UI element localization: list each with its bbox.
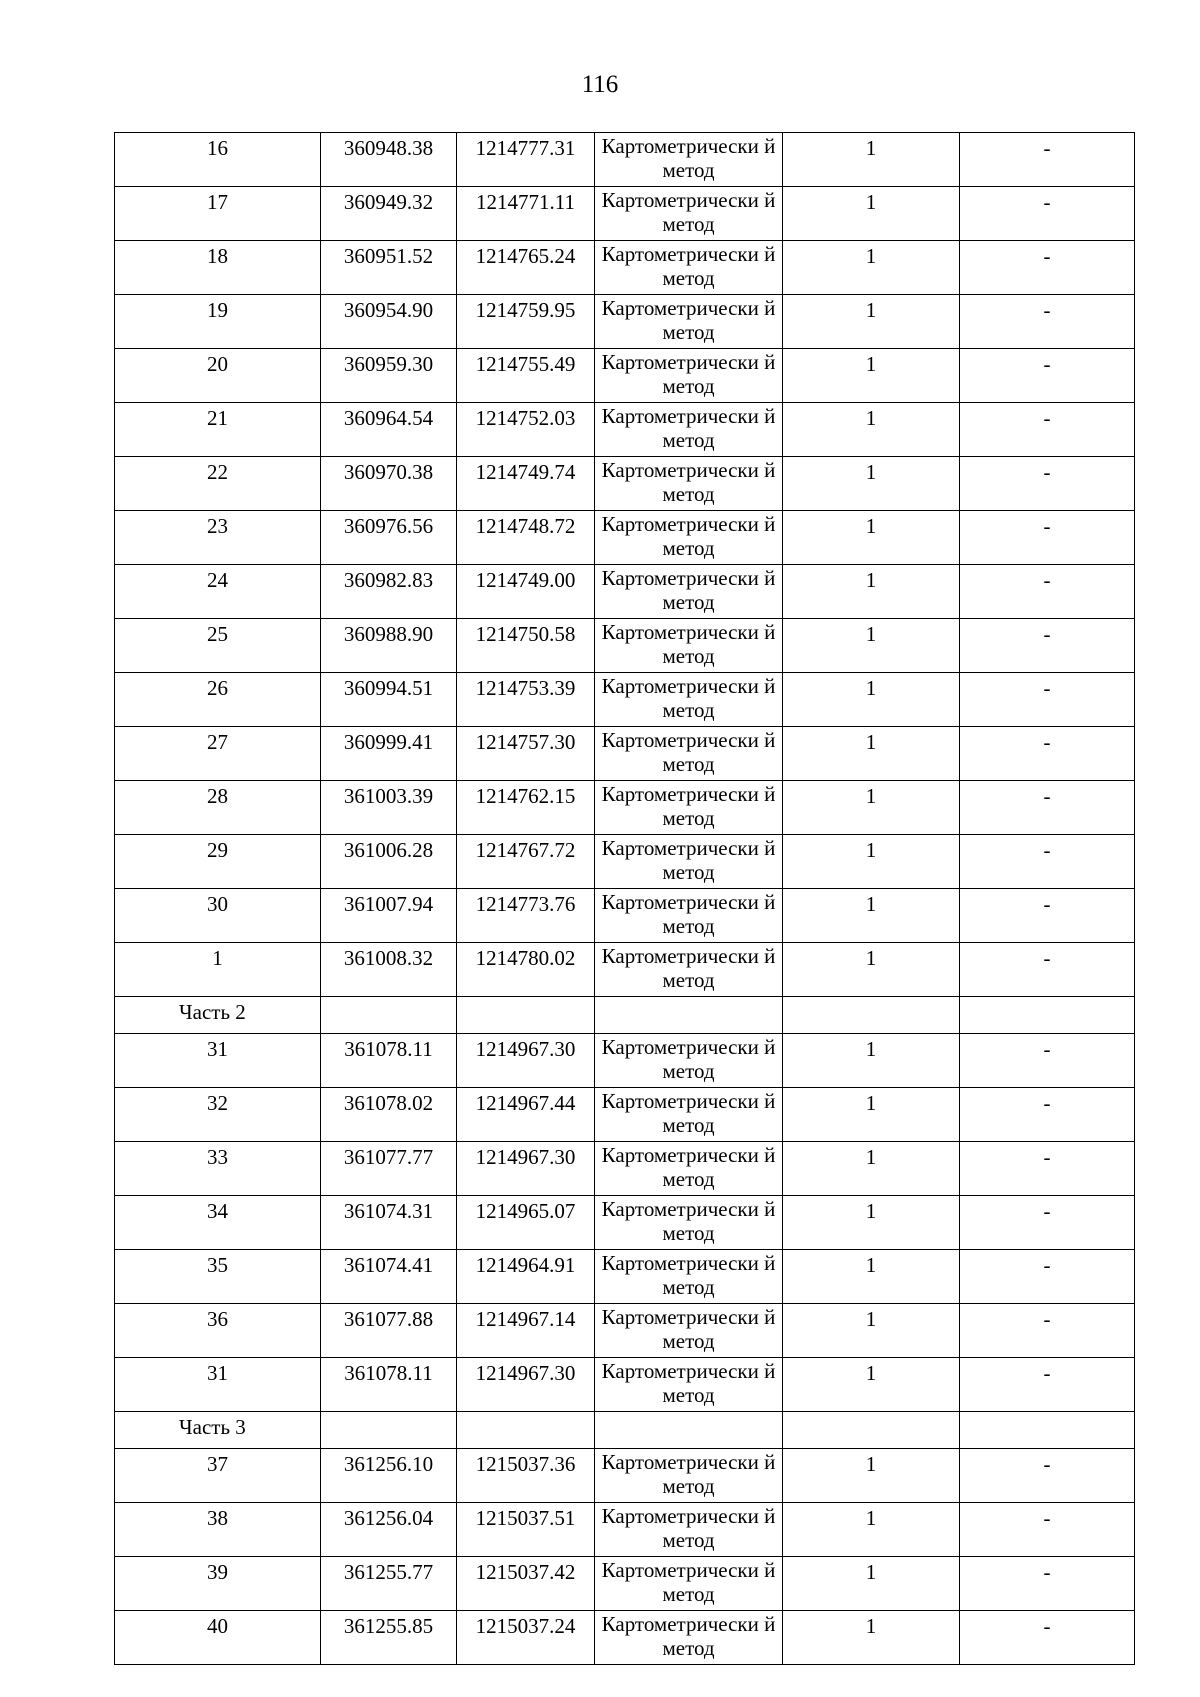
accuracy-cell: 1 xyxy=(783,457,960,511)
y-coordinate-cell: 1214967.14 xyxy=(457,1304,595,1358)
table-row xyxy=(115,835,1135,889)
method-cell: Картометрически й метод xyxy=(595,943,783,997)
point-number-cell: 18 xyxy=(115,241,321,295)
table-row xyxy=(115,187,1135,241)
accuracy-cell: 1 xyxy=(783,1142,960,1196)
empty-cell xyxy=(321,1412,457,1449)
note-cell: - xyxy=(960,1250,1135,1304)
table-row xyxy=(115,943,1135,997)
x-coordinate-cell: 360994.51 xyxy=(321,673,457,727)
point-number-cell: 20 xyxy=(115,349,321,403)
note-cell: - xyxy=(960,835,1135,889)
accuracy-cell: 1 xyxy=(783,727,960,781)
accuracy-cell: 1 xyxy=(783,1557,960,1611)
note-cell: - xyxy=(960,565,1135,619)
accuracy-cell: 1 xyxy=(783,1611,960,1665)
point-number-cell: 34 xyxy=(115,1196,321,1250)
part-label: Часть 2 xyxy=(115,997,321,1034)
x-coordinate-cell: 361256.04 xyxy=(321,1503,457,1557)
x-coordinate-cell: 361074.31 xyxy=(321,1196,457,1250)
point-number-cell: 26 xyxy=(115,673,321,727)
y-coordinate-cell: 1215037.42 xyxy=(457,1557,595,1611)
note-cell: - xyxy=(960,943,1135,997)
method-cell: Картометрически й метод xyxy=(595,1449,783,1503)
note-cell: - xyxy=(960,187,1135,241)
method-cell: Картометрически й метод xyxy=(595,727,783,781)
empty-cell xyxy=(595,1412,783,1449)
point-number-cell: 31 xyxy=(115,1034,321,1088)
accuracy-cell: 1 xyxy=(783,1358,960,1412)
point-number-cell: 39 xyxy=(115,1557,321,1611)
note-cell: - xyxy=(960,889,1135,943)
empty-cell xyxy=(783,997,960,1034)
point-number-cell: 35 xyxy=(115,1250,321,1304)
y-coordinate-cell: 1215037.36 xyxy=(457,1449,595,1503)
accuracy-cell: 1 xyxy=(783,133,960,187)
method-cell: Картометрически й метод xyxy=(595,1304,783,1358)
note-cell: - xyxy=(960,1503,1135,1557)
x-coordinate-cell: 361003.39 xyxy=(321,781,457,835)
point-number-cell: 28 xyxy=(115,781,321,835)
x-coordinate-cell: 361078.11 xyxy=(321,1358,457,1412)
table-row xyxy=(115,511,1135,565)
table-row xyxy=(115,1142,1135,1196)
y-coordinate-cell: 1214752.03 xyxy=(457,403,595,457)
point-number-cell: 37 xyxy=(115,1449,321,1503)
accuracy-cell: 1 xyxy=(783,1088,960,1142)
x-coordinate-cell: 361078.02 xyxy=(321,1088,457,1142)
table-row xyxy=(115,1358,1135,1412)
table-row xyxy=(115,727,1135,781)
note-cell: - xyxy=(960,457,1135,511)
y-coordinate-cell: 1214967.30 xyxy=(457,1034,595,1088)
method-cell: Картометрически й метод xyxy=(595,133,783,187)
method-cell: Картометрически й метод xyxy=(595,349,783,403)
accuracy-cell: 1 xyxy=(783,943,960,997)
x-coordinate-cell: 360982.83 xyxy=(321,565,457,619)
method-cell: Картометрически й метод xyxy=(595,1358,783,1412)
method-cell: Картометрически й метод xyxy=(595,835,783,889)
method-cell: Картометрически й метод xyxy=(595,673,783,727)
table-row xyxy=(115,1449,1135,1503)
method-cell: Картометрически й метод xyxy=(595,1557,783,1611)
method-cell: Картометрически й метод xyxy=(595,511,783,565)
point-number-cell: 38 xyxy=(115,1503,321,1557)
note-cell: - xyxy=(960,511,1135,565)
point-number-cell: 22 xyxy=(115,457,321,511)
table-row xyxy=(115,1250,1135,1304)
point-number-cell: 25 xyxy=(115,619,321,673)
method-cell: Картометрически й метод xyxy=(595,1503,783,1557)
accuracy-cell: 1 xyxy=(783,619,960,673)
y-coordinate-cell: 1214967.30 xyxy=(457,1358,595,1412)
accuracy-cell: 1 xyxy=(783,673,960,727)
table-row xyxy=(115,889,1135,943)
y-coordinate-cell: 1214777.31 xyxy=(457,133,595,187)
y-coordinate-cell: 1214967.44 xyxy=(457,1088,595,1142)
table-row xyxy=(115,241,1135,295)
method-cell: Картометрически й метод xyxy=(595,889,783,943)
accuracy-cell: 1 xyxy=(783,835,960,889)
y-coordinate-cell: 1215037.24 xyxy=(457,1611,595,1665)
accuracy-cell: 1 xyxy=(783,1449,960,1503)
table-row xyxy=(115,457,1135,511)
y-coordinate-cell: 1214765.24 xyxy=(457,241,595,295)
x-coordinate-cell: 361007.94 xyxy=(321,889,457,943)
method-cell: Картометрически й метод xyxy=(595,187,783,241)
method-cell: Картометрически й метод xyxy=(595,781,783,835)
y-coordinate-cell: 1214757.30 xyxy=(457,727,595,781)
accuracy-cell: 1 xyxy=(783,1196,960,1250)
point-number-cell: 36 xyxy=(115,1304,321,1358)
point-number-cell: 33 xyxy=(115,1142,321,1196)
note-cell: - xyxy=(960,133,1135,187)
method-cell: Картометрически й метод xyxy=(595,565,783,619)
method-cell: Картометрически й метод xyxy=(595,1034,783,1088)
note-cell: - xyxy=(960,349,1135,403)
note-cell: - xyxy=(960,1557,1135,1611)
x-coordinate-cell: 360959.30 xyxy=(321,349,457,403)
x-coordinate-cell: 361008.32 xyxy=(321,943,457,997)
empty-cell xyxy=(457,1412,595,1449)
note-cell: - xyxy=(960,1142,1135,1196)
empty-cell xyxy=(321,997,457,1034)
table-row xyxy=(115,1034,1135,1088)
y-coordinate-cell: 1214749.00 xyxy=(457,565,595,619)
x-coordinate-cell: 360951.52 xyxy=(321,241,457,295)
table-row xyxy=(115,1196,1135,1250)
coordinates-table xyxy=(114,132,1135,1665)
accuracy-cell: 1 xyxy=(783,295,960,349)
x-coordinate-cell: 361256.10 xyxy=(321,1449,457,1503)
y-coordinate-cell: 1214750.58 xyxy=(457,619,595,673)
x-coordinate-cell: 360949.32 xyxy=(321,187,457,241)
table-row xyxy=(115,565,1135,619)
note-cell: - xyxy=(960,619,1135,673)
point-number-cell: 31 xyxy=(115,1358,321,1412)
table-row xyxy=(115,295,1135,349)
method-cell: Картометрически й метод xyxy=(595,1196,783,1250)
y-coordinate-cell: 1214753.39 xyxy=(457,673,595,727)
note-cell: - xyxy=(960,1088,1135,1142)
y-coordinate-cell: 1214964.91 xyxy=(457,1250,595,1304)
x-coordinate-cell: 361077.77 xyxy=(321,1142,457,1196)
y-coordinate-cell: 1214749.74 xyxy=(457,457,595,511)
table-row xyxy=(115,1088,1135,1142)
point-number-cell: 16 xyxy=(115,133,321,187)
y-coordinate-cell: 1214780.02 xyxy=(457,943,595,997)
empty-cell xyxy=(783,1412,960,1449)
accuracy-cell: 1 xyxy=(783,1503,960,1557)
table-row xyxy=(115,403,1135,457)
table-row xyxy=(115,349,1135,403)
x-coordinate-cell: 361074.41 xyxy=(321,1250,457,1304)
y-coordinate-cell: 1214748.72 xyxy=(457,511,595,565)
accuracy-cell: 1 xyxy=(783,241,960,295)
note-cell: - xyxy=(960,673,1135,727)
point-number-cell: 32 xyxy=(115,1088,321,1142)
method-cell: Картометрически й метод xyxy=(595,619,783,673)
table-row xyxy=(115,673,1135,727)
accuracy-cell: 1 xyxy=(783,781,960,835)
part-header-row xyxy=(115,997,1135,1034)
part-label: Часть 3 xyxy=(115,1412,321,1449)
x-coordinate-cell: 361255.77 xyxy=(321,1557,457,1611)
point-number-cell: 1 xyxy=(115,943,321,997)
accuracy-cell: 1 xyxy=(783,889,960,943)
table-row xyxy=(115,619,1135,673)
method-cell: Картометрически й метод xyxy=(595,295,783,349)
note-cell: - xyxy=(960,1358,1135,1412)
note-cell: - xyxy=(960,1196,1135,1250)
empty-cell xyxy=(960,997,1135,1034)
x-coordinate-cell: 361255.85 xyxy=(321,1611,457,1665)
accuracy-cell: 1 xyxy=(783,187,960,241)
note-cell: - xyxy=(960,1449,1135,1503)
x-coordinate-cell: 360948.38 xyxy=(321,133,457,187)
accuracy-cell: 1 xyxy=(783,349,960,403)
note-cell: - xyxy=(960,241,1135,295)
note-cell: - xyxy=(960,403,1135,457)
y-coordinate-cell: 1214773.76 xyxy=(457,889,595,943)
y-coordinate-cell: 1214759.95 xyxy=(457,295,595,349)
accuracy-cell: 1 xyxy=(783,1250,960,1304)
accuracy-cell: 1 xyxy=(783,1034,960,1088)
table-row xyxy=(115,1304,1135,1358)
method-cell: Картометрически й метод xyxy=(595,403,783,457)
point-number-cell: 40 xyxy=(115,1611,321,1665)
point-number-cell: 17 xyxy=(115,187,321,241)
note-cell: - xyxy=(960,1611,1135,1665)
method-cell: Картометрически й метод xyxy=(595,1250,783,1304)
y-coordinate-cell: 1214755.49 xyxy=(457,349,595,403)
empty-cell xyxy=(457,997,595,1034)
x-coordinate-cell: 360970.38 xyxy=(321,457,457,511)
x-coordinate-cell: 360988.90 xyxy=(321,619,457,673)
method-cell: Картометрически й метод xyxy=(595,1142,783,1196)
point-number-cell: 27 xyxy=(115,727,321,781)
accuracy-cell: 1 xyxy=(783,565,960,619)
x-coordinate-cell: 360954.90 xyxy=(321,295,457,349)
y-coordinate-cell: 1214967.30 xyxy=(457,1142,595,1196)
x-coordinate-cell: 361078.11 xyxy=(321,1034,457,1088)
method-cell: Картометрически й метод xyxy=(595,241,783,295)
part-header-row xyxy=(115,1412,1135,1449)
point-number-cell: 30 xyxy=(115,889,321,943)
accuracy-cell: 1 xyxy=(783,1304,960,1358)
note-cell: - xyxy=(960,781,1135,835)
x-coordinate-cell: 360999.41 xyxy=(321,727,457,781)
note-cell: - xyxy=(960,295,1135,349)
table-row xyxy=(115,133,1135,187)
point-number-cell: 29 xyxy=(115,835,321,889)
method-cell: Картометрически й метод xyxy=(595,1611,783,1665)
x-coordinate-cell: 360964.54 xyxy=(321,403,457,457)
y-coordinate-cell: 1214771.11 xyxy=(457,187,595,241)
point-number-cell: 24 xyxy=(115,565,321,619)
point-number-cell: 23 xyxy=(115,511,321,565)
empty-cell xyxy=(595,997,783,1034)
y-coordinate-cell: 1214767.72 xyxy=(457,835,595,889)
note-cell: - xyxy=(960,1304,1135,1358)
x-coordinate-cell: 361006.28 xyxy=(321,835,457,889)
table-row xyxy=(115,1503,1135,1557)
y-coordinate-cell: 1215037.51 xyxy=(457,1503,595,1557)
y-coordinate-cell: 1214762.15 xyxy=(457,781,595,835)
page-number: 116 xyxy=(581,71,619,98)
accuracy-cell: 1 xyxy=(783,403,960,457)
point-number-cell: 21 xyxy=(115,403,321,457)
empty-cell xyxy=(960,1412,1135,1449)
note-cell: - xyxy=(960,1034,1135,1088)
x-coordinate-cell: 360976.56 xyxy=(321,511,457,565)
x-coordinate-cell: 361077.88 xyxy=(321,1304,457,1358)
method-cell: Картометрически й метод xyxy=(595,1088,783,1142)
table-row xyxy=(115,781,1135,835)
accuracy-cell: 1 xyxy=(783,511,960,565)
method-cell: Картометрически й метод xyxy=(595,457,783,511)
point-number-cell: 19 xyxy=(115,295,321,349)
note-cell: - xyxy=(960,727,1135,781)
table-row xyxy=(115,1611,1135,1665)
table-row xyxy=(115,1557,1135,1611)
y-coordinate-cell: 1214965.07 xyxy=(457,1196,595,1250)
